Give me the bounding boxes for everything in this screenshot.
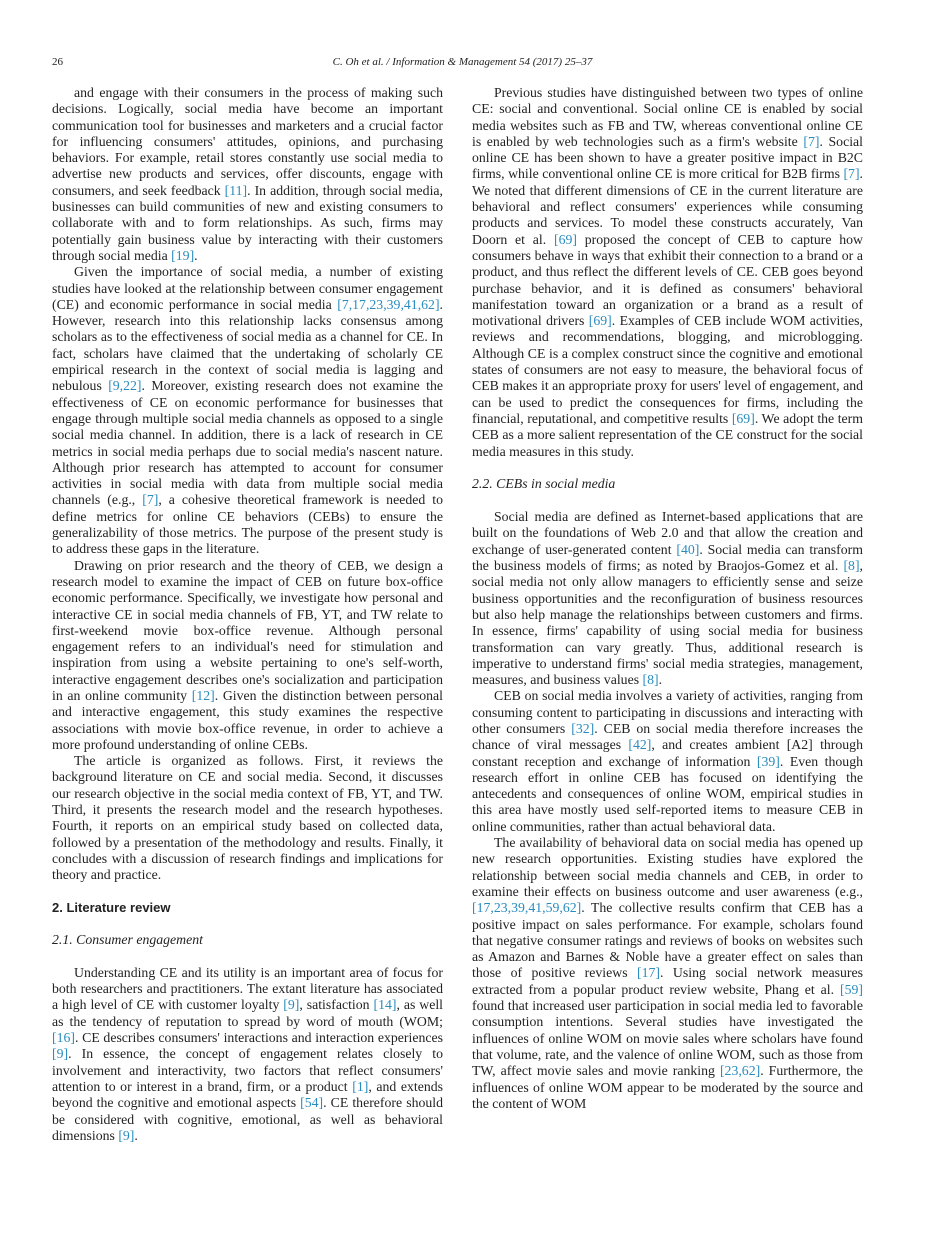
citation-link[interactable]: [69] bbox=[588, 313, 612, 329]
paragraph-text: . Even though research effort in online CEB has focused on identifying the antecedents and consequences of online WOM, empirical studies in this area have mostly used self-reported items to measure CEB in online communities, rather than actual behavioral data. bbox=[472, 753, 863, 834]
citation-link[interactable]: [69] bbox=[553, 231, 577, 247]
paragraph-text: . Social media can transform the business models of firms; as noted by Braojos-Gomez et al. bbox=[472, 541, 863, 574]
paragraph-text: . Moreover, existing research does not examine the effectiveness of CE on economic performance for businesses that engage through multiple social media channels as opposed to a single social media channel. In addition, there is a lack of research in CE metrics in social media perhaps due to social media's nascent nature. Although prior research has attempted to account for consumer activities in social media with data from multiple social media channels (e.g., bbox=[52, 378, 443, 508]
body-paragraph bbox=[52, 965, 443, 1144]
citation-link[interactable]: [39] bbox=[756, 753, 780, 769]
paragraph-text: , social media not only allow managers to efficiently sense and seize business opportunities and the reconfiguration of business resources but also help manage the relationships between customers and firms. In essence, firms' capability of using social media for business transformation can vary greatly. Thus, additional research is imperative to understand firms' social media strategies, management, measures, and business values bbox=[472, 558, 863, 688]
citation-link[interactable]: [23,62] bbox=[719, 1063, 761, 1079]
paragraph-text: proposed the concept of CEB to capture how consumers behave in ways that exhibit their connection to a brand or a product, and thus reflect the different levels of CE. CEB goes beyond purchase behavior, and it is defined as consumers' behavioral manifestation toward an organization or a brand as a result of motivational drivers bbox=[472, 231, 864, 329]
citation-link[interactable]: [17,23,39,41,59,62] bbox=[472, 900, 582, 916]
citation-link[interactable]: [7] bbox=[142, 492, 159, 508]
citation-link[interactable]: [9] bbox=[283, 997, 300, 1013]
body-paragraph bbox=[52, 85, 443, 264]
paragraph-text: . The collective results confirm that CEB has a positive impact on sales performance. For example, scholars found that negative consumer ratings and reviews of books on websites such as Amazon and Barnes & Noble have a greater effect on sales than those of positive reviews bbox=[472, 900, 863, 981]
citation-link[interactable]: [1] bbox=[352, 1078, 369, 1094]
citation-link[interactable]: [8] bbox=[843, 558, 860, 574]
paragraph-text: . bbox=[134, 1127, 138, 1143]
citation-link[interactable]: [9] bbox=[118, 1127, 135, 1143]
paragraph-text: , as well as the tendency of reputation to spread by word of mouth (WOM; bbox=[52, 997, 443, 1029]
citation-link[interactable]: [14] bbox=[373, 997, 397, 1013]
paragraph-text: , and creates ambient [A2] through constant reception and exchange of information bbox=[472, 737, 863, 769]
paragraph-text: , and extends beyond the cognitive and emotional aspects bbox=[52, 1078, 443, 1111]
paragraph-text: , satisfaction bbox=[299, 997, 374, 1013]
paragraph-text: . Using social network measures extracted from a popular product review website, Phang et al. bbox=[472, 965, 863, 997]
paragraph-text: . However, research into this relationship lacks consensus among scholars as to the effectiveness of social media as a channel for CE. In fact, scholars have claimed that the undertaking of scholarly CE empirical research in the context of social media is lagging and nebulous bbox=[52, 296, 443, 394]
paragraph-text: . CE therefore should be considered with cognitive, emotional, as well as behavioral dimensions bbox=[52, 1095, 443, 1143]
citation-link[interactable]: [19] bbox=[171, 247, 195, 263]
subsection-heading: 2.2. CEBs in social media bbox=[472, 475, 616, 491]
paragraph-text: . CE describes consumers' interactions and interaction experiences bbox=[75, 1030, 443, 1046]
citation-link[interactable]: [54] bbox=[300, 1095, 324, 1111]
running-head: C. Oh et al. / Information & Management 54 (2017) 25–37 bbox=[332, 56, 593, 68]
citation-link[interactable]: [69] bbox=[731, 410, 755, 426]
citation-link[interactable]: [17] bbox=[637, 965, 661, 981]
citation-link[interactable]: [16] bbox=[52, 1030, 75, 1046]
citation-link[interactable]: [42] bbox=[628, 737, 652, 753]
paragraph-text: . In addition, through social media, businesses can build communities of new and existing consumers to collaborate with and to form relationships. As such, firms may potentially gain business value by interacting with their customers through social media bbox=[52, 182, 443, 263]
left-column bbox=[52, 85, 443, 1144]
citation-link[interactable]: [7,17,23,39,41,62] bbox=[337, 296, 440, 312]
paragraph-text: . Examples of CEB include WOM activities, reviews and recommendations, blogging, and microblogging. Although CE is a complex construct since the cognitive and emotional states of consumers are not easy to measure, the behavioral focus of CEB makes it an appropriate proxy for users' level of engagement, and can be used to predict the consequences for firms, including the financial, reputational, and competitive results bbox=[472, 313, 863, 426]
paragraph-text: Drawing on prior research and the theory of CEB, we design a research model to examine the impact of CEB on future box-office economic performance. Specifically, we investigate how personal and interactive CE in social media channels of FB, YT, and TW relate to first-weekend movie box-office revenue. Although personal engagement refers to an individual's need for stimulation and inspiration from using a website pertaining to one's self-worth, interactive engagement describes one's socialization and participation in an online community bbox=[52, 557, 443, 703]
body-paragraph bbox=[52, 264, 443, 557]
citation-link[interactable]: [7] bbox=[843, 166, 860, 182]
body-paragraph bbox=[472, 509, 863, 688]
paragraph-text: found that increased user participation in social media led to favorable consumption intentions. Several studies have investigated the influences of online WOM on movie sales where scholars have found that volume, rate, and the valence of online WOM, such as those from TW, affect movie sales and movie ranking bbox=[472, 998, 863, 1079]
paragraph-text: The article is organized as follows. First, it reviews the background literature on CE and social media. Second, it discusses our research objective in the social media context of FB, YT, and TW. Third, it presents the research model and the research hypotheses. Fourth, it reports on an empirical study based on collected data, followed by a presentation of the methodology and results. Finally, it concludes with a discussion of research findings and implications for theory and practice. bbox=[52, 753, 443, 883]
paragraph-text: . Furthermore, the influences of online WOM appear to be moderated by the source and the content of WOM bbox=[472, 1063, 863, 1111]
intro-paragraphs bbox=[52, 85, 443, 884]
subsection-heading: 2.1. Consumer engagement bbox=[52, 931, 203, 947]
paragraph-text: Social media are defined as Internet-based applications that are built on the foundations of Web 2.0 and that allow the creation and exchange of user-generated content bbox=[472, 509, 863, 557]
paragraph-text: . CEB on social media therefore increases the chance of viral messages bbox=[472, 720, 863, 753]
paragraph-text: . We noted that different dimensions of CE in the current literature are behavioral and reflect consumers' experiences while consuming products and services. To model these constructs accurately, Van Doorn et al. bbox=[472, 166, 863, 247]
citation-link[interactable]: [9] bbox=[52, 1046, 69, 1062]
paragraph-text: Understanding CE and its utility is an important area of focus for both researchers and practitioners. The extant literature has associated a high level of CE with customer loyalty bbox=[52, 964, 443, 1013]
paragraph-text: . bbox=[194, 247, 198, 263]
body-paragraph bbox=[472, 85, 863, 460]
paragraph-text: Previous studies have distinguished between two types of online CE: social and conventional. Social online CE is enabled by social media websites such as FB and TW, whereas conventional online CE is enabled by web technologies such as a firm's website bbox=[472, 85, 863, 149]
paragraph-text: , a cohesive theoretical framework is needed to define metrics for online CE behaviors (CEBs) to ensure the generalizability of those metrics. The purpose of the present study is to address these gaps in the literature. bbox=[52, 492, 443, 557]
citation-link[interactable]: [7] bbox=[803, 133, 820, 149]
body-paragraph bbox=[52, 753, 443, 883]
citation-link[interactable]: [59] bbox=[840, 981, 863, 997]
citation-link[interactable]: [9,22] bbox=[108, 378, 142, 394]
paragraph-text: Given the importance of social media, a number of existing studies have looked at the relationship between consumer engagement (CE) and economic performance in social media bbox=[52, 264, 443, 312]
paragraph-text: . In essence, the concept of engagement relates closely to involvement and interactivity, two factors that reflect consumers' attention to or interest in a brand, firm, or a product bbox=[52, 1046, 443, 1094]
body-paragraph bbox=[472, 835, 863, 1112]
page-number: 26 bbox=[52, 56, 63, 68]
citation-link[interactable]: [32] bbox=[571, 720, 595, 736]
section-heading: 2. Literature review bbox=[52, 899, 171, 915]
paragraph-text: . We adopt the term CEB as a more salient representation of the CE construct for the social media measures in this study. bbox=[472, 410, 863, 459]
right-column bbox=[472, 85, 863, 1112]
paragraph-text: . Social online CE has been shown to have a greater positive impact in B2C firms, while conventional online CE is more critical for B2B firms bbox=[472, 133, 863, 182]
citation-link[interactable]: [8] bbox=[642, 672, 659, 688]
citation-link[interactable]: [40] bbox=[676, 541, 700, 557]
body-paragraph bbox=[472, 688, 863, 835]
body-paragraph bbox=[52, 558, 443, 754]
paragraph-text: . Given the distinction between personal and interactive engagement, this study examines the respective associations with movie box-office revenue, in order to achieve a more profound understanding of online CEBs. bbox=[52, 687, 443, 752]
paragraph-text: CEB on social media involves a variety of activities, ranging from consuming content to participating in discussions and interacting with other consumers bbox=[472, 688, 863, 736]
paragraph-text: The availability of behavioral data on social media has opened up new research opportunities. Existing studies have explored the relationship between social media channels and CEB, in order to examine their effects on business outcome and user awareness (e.g., bbox=[472, 835, 863, 899]
ce-types-paragraphs bbox=[472, 85, 863, 460]
paragraph-text: and engage with their consumers in the process of making such decisions. Logically, social media have become an important communication tool for businesses and marketers and a crucial factor for influencing consumers' attitudes, opinions, and purchasing behaviors. For example, retail stores constantly use social media to advertise new products and services, offer discounts, engage with consumers, and seek feedback bbox=[52, 85, 443, 198]
citation-link[interactable]: [11] bbox=[224, 182, 248, 198]
citation-link[interactable]: [12] bbox=[191, 687, 215, 703]
consumer-engagement-paragraphs bbox=[52, 965, 443, 1144]
paragraph-text: . bbox=[658, 672, 663, 688]
cebs-paragraphs bbox=[472, 509, 863, 1112]
